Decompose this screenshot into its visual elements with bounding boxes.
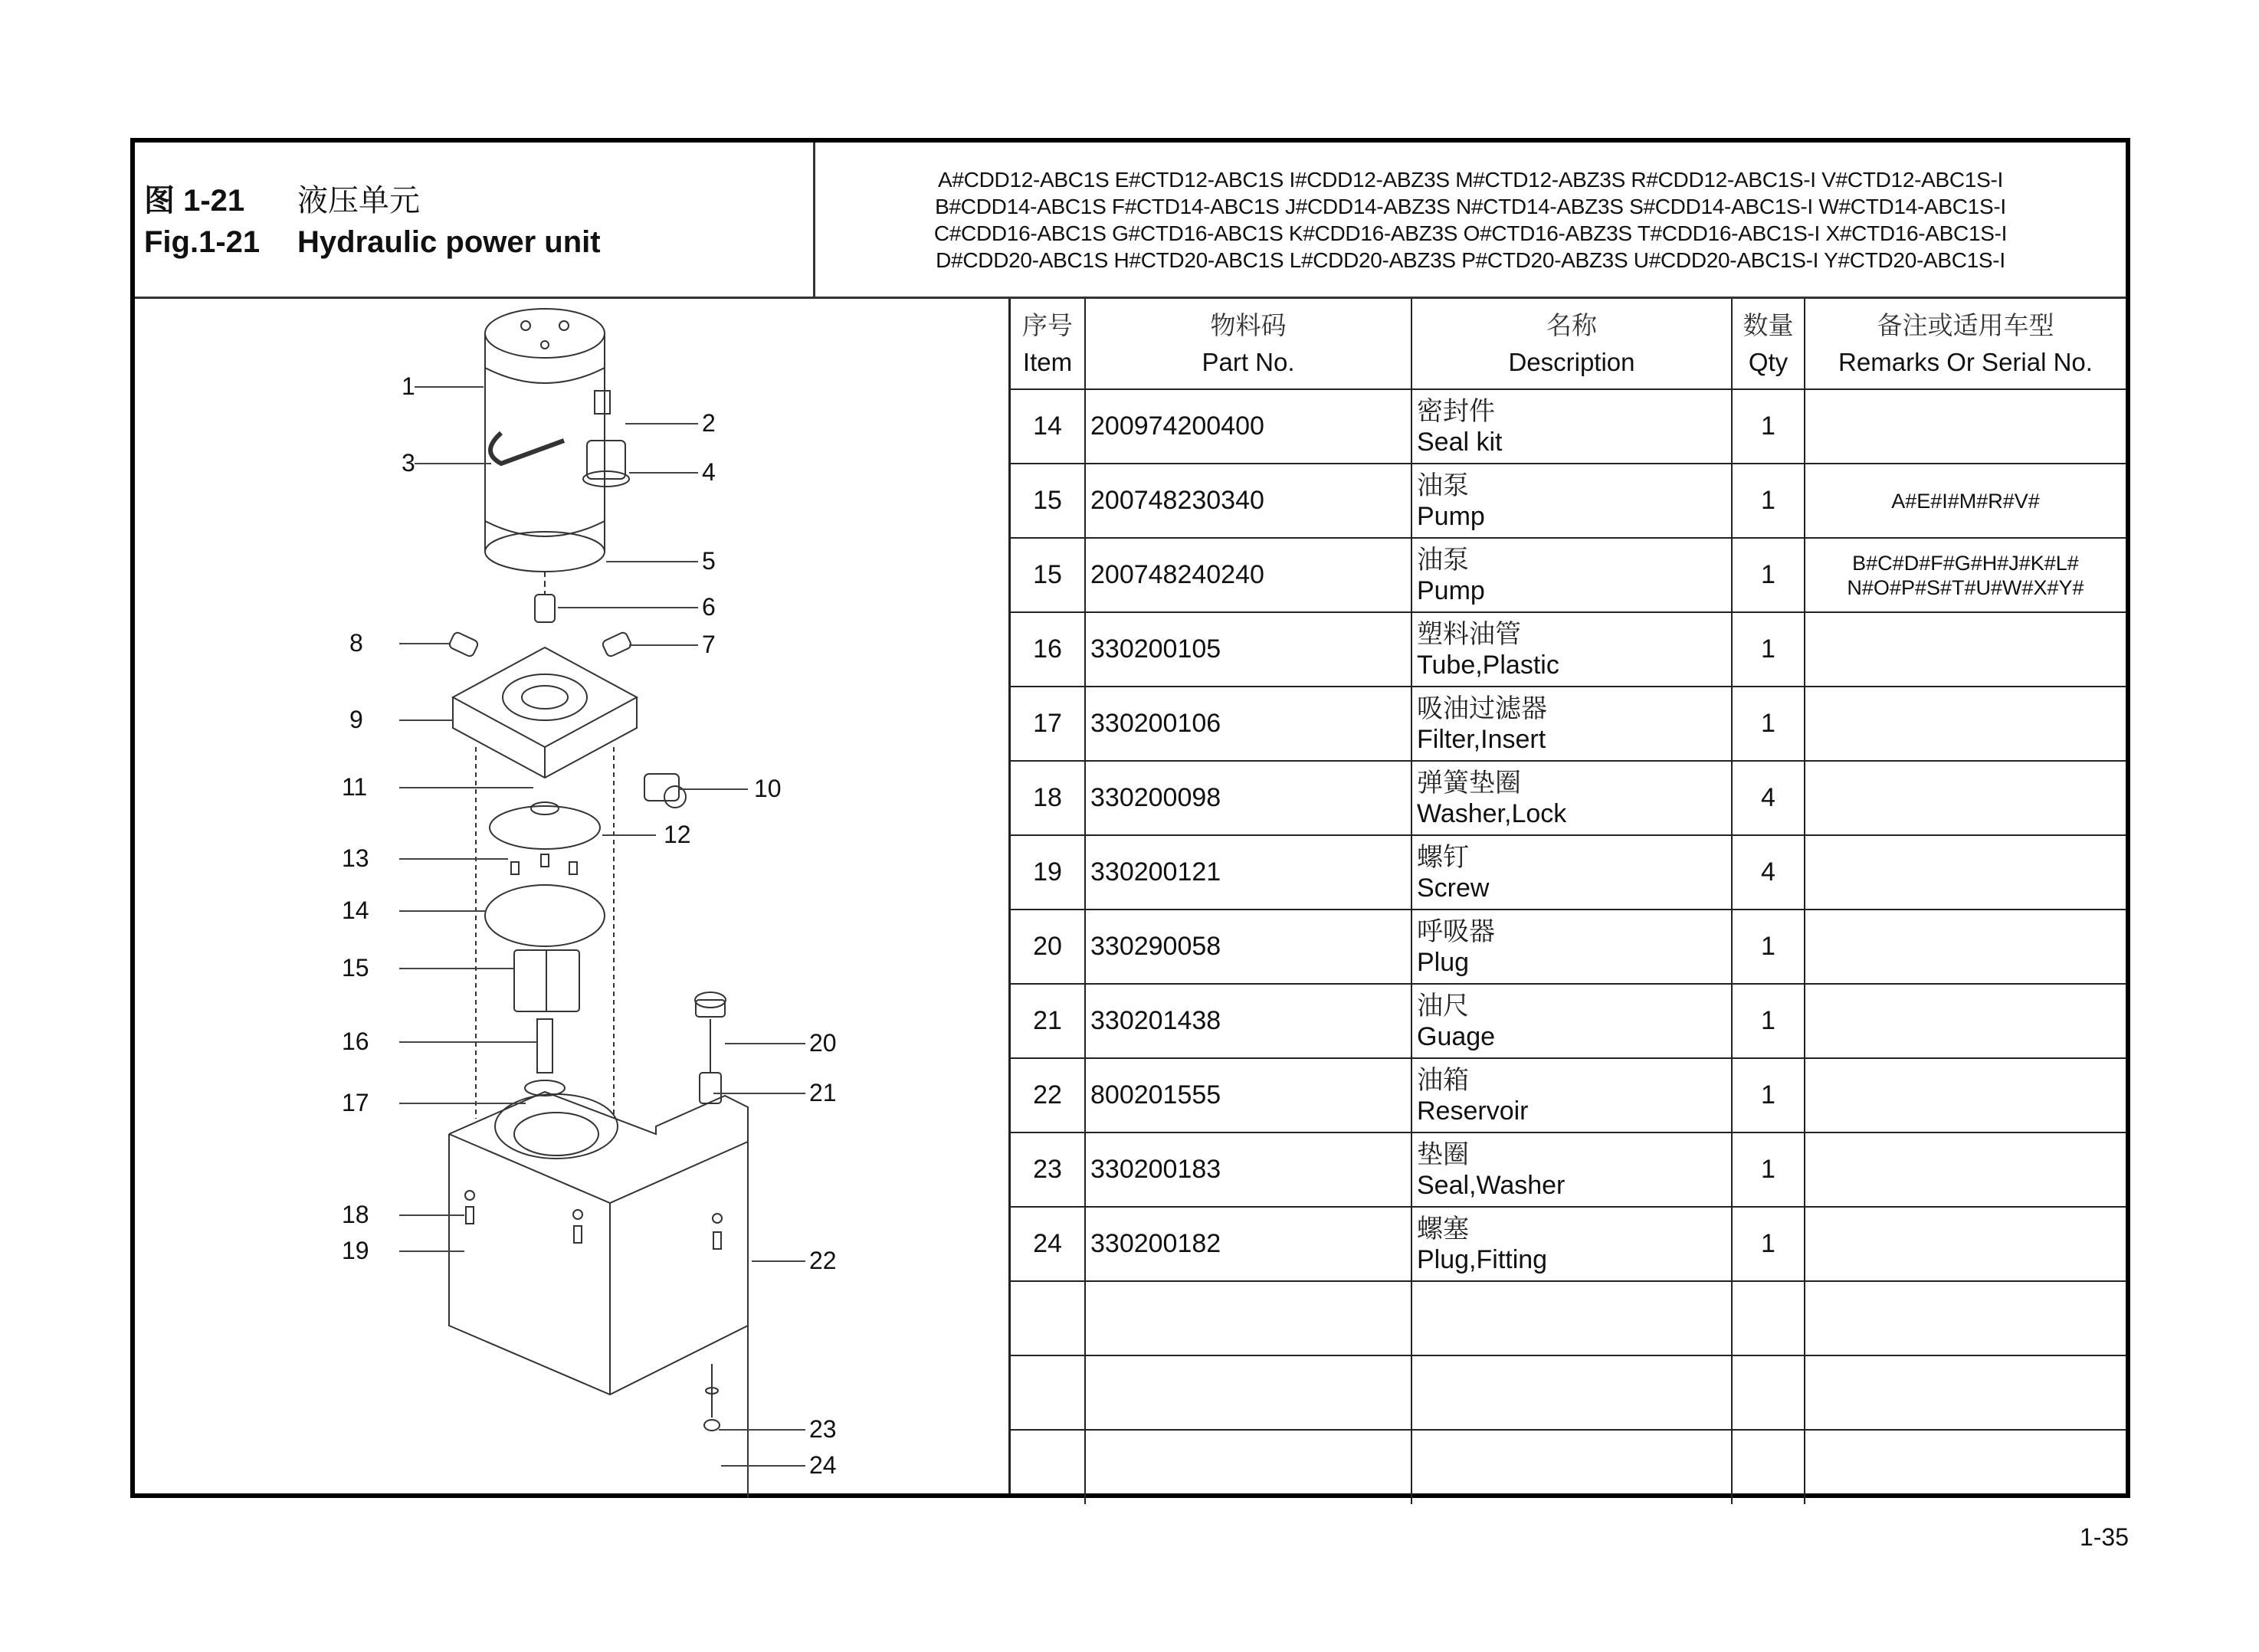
cell-item: 24 (1011, 1207, 1085, 1281)
figure-number-en: Fig.1-21 (144, 225, 261, 259)
callout-11: 11 (342, 773, 368, 801)
callout-22: 22 (809, 1247, 837, 1274)
cell-description: 螺钉 Screw (1411, 835, 1732, 910)
callout-12: 12 (664, 821, 691, 848)
cell-remarks (1805, 1430, 2126, 1504)
table-row (1011, 835, 2126, 910)
callout-2: 2 (702, 409, 716, 437)
callout-8: 8 (349, 629, 363, 657)
cell-qty (1732, 1281, 1805, 1355)
cell-qty: 1 (1732, 612, 1805, 687)
parts-list (1008, 299, 2126, 1493)
table-row (1011, 1207, 2126, 1281)
cell-item: 17 (1011, 687, 1085, 761)
parts-page-frame (130, 138, 2130, 1498)
table-row (1011, 761, 2126, 835)
model-row: B#CDD14-ABC1S F#CTD14-ABC1S J#CDD14-ABZ3S N#CTD14-ABZ3S S#CDD14-ABC1S-I W#CTD14-ABC1S-I (935, 194, 2006, 218)
figure-title-block (135, 143, 815, 299)
table-row (1011, 984, 2126, 1058)
figure-name-cn: 液压单元 (297, 184, 420, 218)
exploded-view-diagram (135, 299, 1008, 1498)
cell-item (1011, 1355, 1085, 1430)
cell-remarks (1805, 1058, 2126, 1132)
cell-qty: 1 (1732, 1132, 1805, 1207)
callout-10: 10 (754, 775, 782, 802)
cell-description: 垫圈 Seal,Washer (1411, 1132, 1732, 1207)
cell-remarks (1805, 612, 2126, 687)
cell-description: 密封件 Seal kit (1411, 389, 1732, 464)
callout-6: 6 (702, 593, 716, 621)
cell-remarks (1805, 389, 2126, 464)
cell-part-no: 330200105 (1085, 612, 1411, 687)
callout-9: 9 (349, 706, 363, 733)
cell-description: 油泵 Pump (1411, 538, 1732, 612)
cell-item: 15 (1011, 464, 1085, 538)
cell-description (1411, 1430, 1732, 1504)
cell-part-no (1085, 1430, 1411, 1504)
callout-16: 16 (342, 1028, 369, 1055)
cell-remarks (1805, 910, 2126, 984)
callout-23: 23 (809, 1415, 837, 1443)
cell-qty (1732, 1355, 1805, 1430)
table-row (1011, 1355, 2126, 1430)
cell-item: 15 (1011, 538, 1085, 612)
cell-part-no (1085, 1281, 1411, 1355)
cell-part-no: 330290058 (1085, 910, 1411, 984)
cell-part-no: 800201555 (1085, 1058, 1411, 1132)
table-row (1011, 389, 2126, 464)
cell-part-no: 330201438 (1085, 984, 1411, 1058)
callout-15: 15 (342, 954, 369, 982)
table-row (1011, 1430, 2126, 1504)
callout-13: 13 (342, 844, 369, 872)
cell-qty: 1 (1732, 910, 1805, 984)
cell-description: 吸油过滤器 Filter,Insert (1411, 687, 1732, 761)
cell-qty: 4 (1732, 835, 1805, 910)
cell-remarks (1805, 1207, 2126, 1281)
figure-title-cn (144, 176, 420, 220)
table-row (1011, 1281, 2126, 1355)
col-header-qty: 数量 Qty (1732, 299, 1805, 389)
cell-remarks (1805, 761, 2126, 835)
cell-description: 呼吸器 Plug (1411, 910, 1732, 984)
callout-3: 3 (402, 449, 415, 477)
cell-description: 油尺 Guage (1411, 984, 1732, 1058)
col-header-remarks: 备注或适用车型 Remarks Or Serial No. (1805, 299, 2126, 389)
applicable-models-block (815, 143, 2126, 299)
cell-qty: 1 (1732, 687, 1805, 761)
cell-qty: 1 (1732, 984, 1805, 1058)
cell-remarks (1805, 835, 2126, 910)
table-row (1011, 1058, 2126, 1132)
cell-description: 螺塞 Plug,Fitting (1411, 1207, 1732, 1281)
model-row: D#CDD20-ABC1S H#CTD20-ABC1S L#CDD20-ABZ3S P#CTD20-ABZ3S U#CDD20-ABC1S-I Y#CTD20-ABC1S-I (936, 247, 2005, 272)
figure-name-en: Hydraulic power unit (297, 225, 601, 259)
cell-part-no (1085, 1355, 1411, 1430)
cell-item: 19 (1011, 835, 1085, 910)
cell-qty: 1 (1732, 538, 1805, 612)
cell-remarks: A#E#I#M#R#V# (1805, 464, 2126, 538)
cell-part-no: 330200121 (1085, 835, 1411, 910)
callout-4: 4 (702, 458, 716, 486)
cell-description: 塑料油管 Tube,Plastic (1411, 612, 1732, 687)
col-header-description: 名称 Description (1411, 299, 1732, 389)
callout-24: 24 (809, 1451, 837, 1479)
figure-title-en (144, 225, 601, 260)
callout-19: 19 (342, 1237, 369, 1264)
cell-item: 20 (1011, 910, 1085, 984)
cell-remarks (1805, 1132, 2126, 1207)
table-row (1011, 464, 2126, 538)
cell-remarks (1805, 1281, 2126, 1355)
cell-qty: 4 (1732, 761, 1805, 835)
model-row: A#CDD12-ABC1S E#CTD12-ABC1S I#CDD12-ABZ3S M#CTD12-ABZ3S R#CDD12-ABC1S-I V#CTD12-ABC1S-I (938, 167, 2003, 192)
cell-part-no: 200974200400 (1085, 389, 1411, 464)
table-row (1011, 612, 2126, 687)
table-row (1011, 910, 2126, 984)
table-row (1011, 687, 2126, 761)
figure-number-cn: 图 1-21 (144, 184, 245, 218)
page-number: 1-35 (2079, 1523, 2129, 1551)
callout-18: 18 (342, 1201, 369, 1228)
callout-5: 5 (702, 547, 716, 575)
cell-description (1411, 1355, 1732, 1430)
cell-description (1411, 1281, 1732, 1355)
cell-qty: 1 (1732, 389, 1805, 464)
cell-description: 弹簧垫圈 Washer,Lock (1411, 761, 1732, 835)
cell-item: 16 (1011, 612, 1085, 687)
model-row: C#CDD16-ABC1S G#CTD16-ABC1S K#CDD16-ABZ3S O#CTD16-ABZ3S T#CDD16-ABC1S-I X#CTD16-ABC1S-I (933, 221, 2008, 245)
col-header-part-no: 物料码 Part No. (1085, 299, 1411, 389)
callout-21: 21 (809, 1079, 837, 1106)
callout-17: 17 (342, 1089, 369, 1116)
cell-item: 21 (1011, 984, 1085, 1058)
cell-description: 油泵 Pump (1411, 464, 1732, 538)
cell-qty (1732, 1430, 1805, 1504)
callout-7: 7 (702, 631, 716, 658)
callout-1: 1 (402, 372, 415, 400)
callout-20: 20 (809, 1029, 837, 1057)
callout-14: 14 (342, 896, 369, 924)
cell-item: 14 (1011, 389, 1085, 464)
cell-part-no: 200748240240 (1085, 538, 1411, 612)
cell-item: 23 (1011, 1132, 1085, 1207)
cell-qty: 1 (1732, 464, 1805, 538)
cell-remarks (1805, 984, 2126, 1058)
cell-item (1011, 1281, 1085, 1355)
cell-part-no: 200748230340 (1085, 464, 1411, 538)
table-row (1011, 538, 2126, 612)
col-header-item: 序号 Item (1011, 299, 1085, 389)
cell-part-no: 330200098 (1085, 761, 1411, 835)
cell-part-no: 330200182 (1085, 1207, 1411, 1281)
cell-description: 油箱 Reservoir (1411, 1058, 1732, 1132)
cell-item (1011, 1430, 1085, 1504)
table-row (1011, 1132, 2126, 1207)
table-header-row (1011, 299, 2126, 389)
cell-remarks: B#C#D#F#G#H#J#K#L# N#O#P#S#T#U#W#X#Y# (1805, 538, 2126, 612)
cell-remarks (1805, 1355, 2126, 1430)
cell-part-no: 330200106 (1085, 687, 1411, 761)
cell-item: 18 (1011, 761, 1085, 835)
cell-item: 22 (1011, 1058, 1085, 1132)
cell-qty: 1 (1732, 1207, 1805, 1281)
cell-qty: 1 (1732, 1058, 1805, 1132)
parts-table (1011, 299, 2126, 1504)
cell-remarks (1805, 687, 2126, 761)
hydraulic-unit-drawing (135, 299, 1008, 1498)
cell-part-no: 330200183 (1085, 1132, 1411, 1207)
